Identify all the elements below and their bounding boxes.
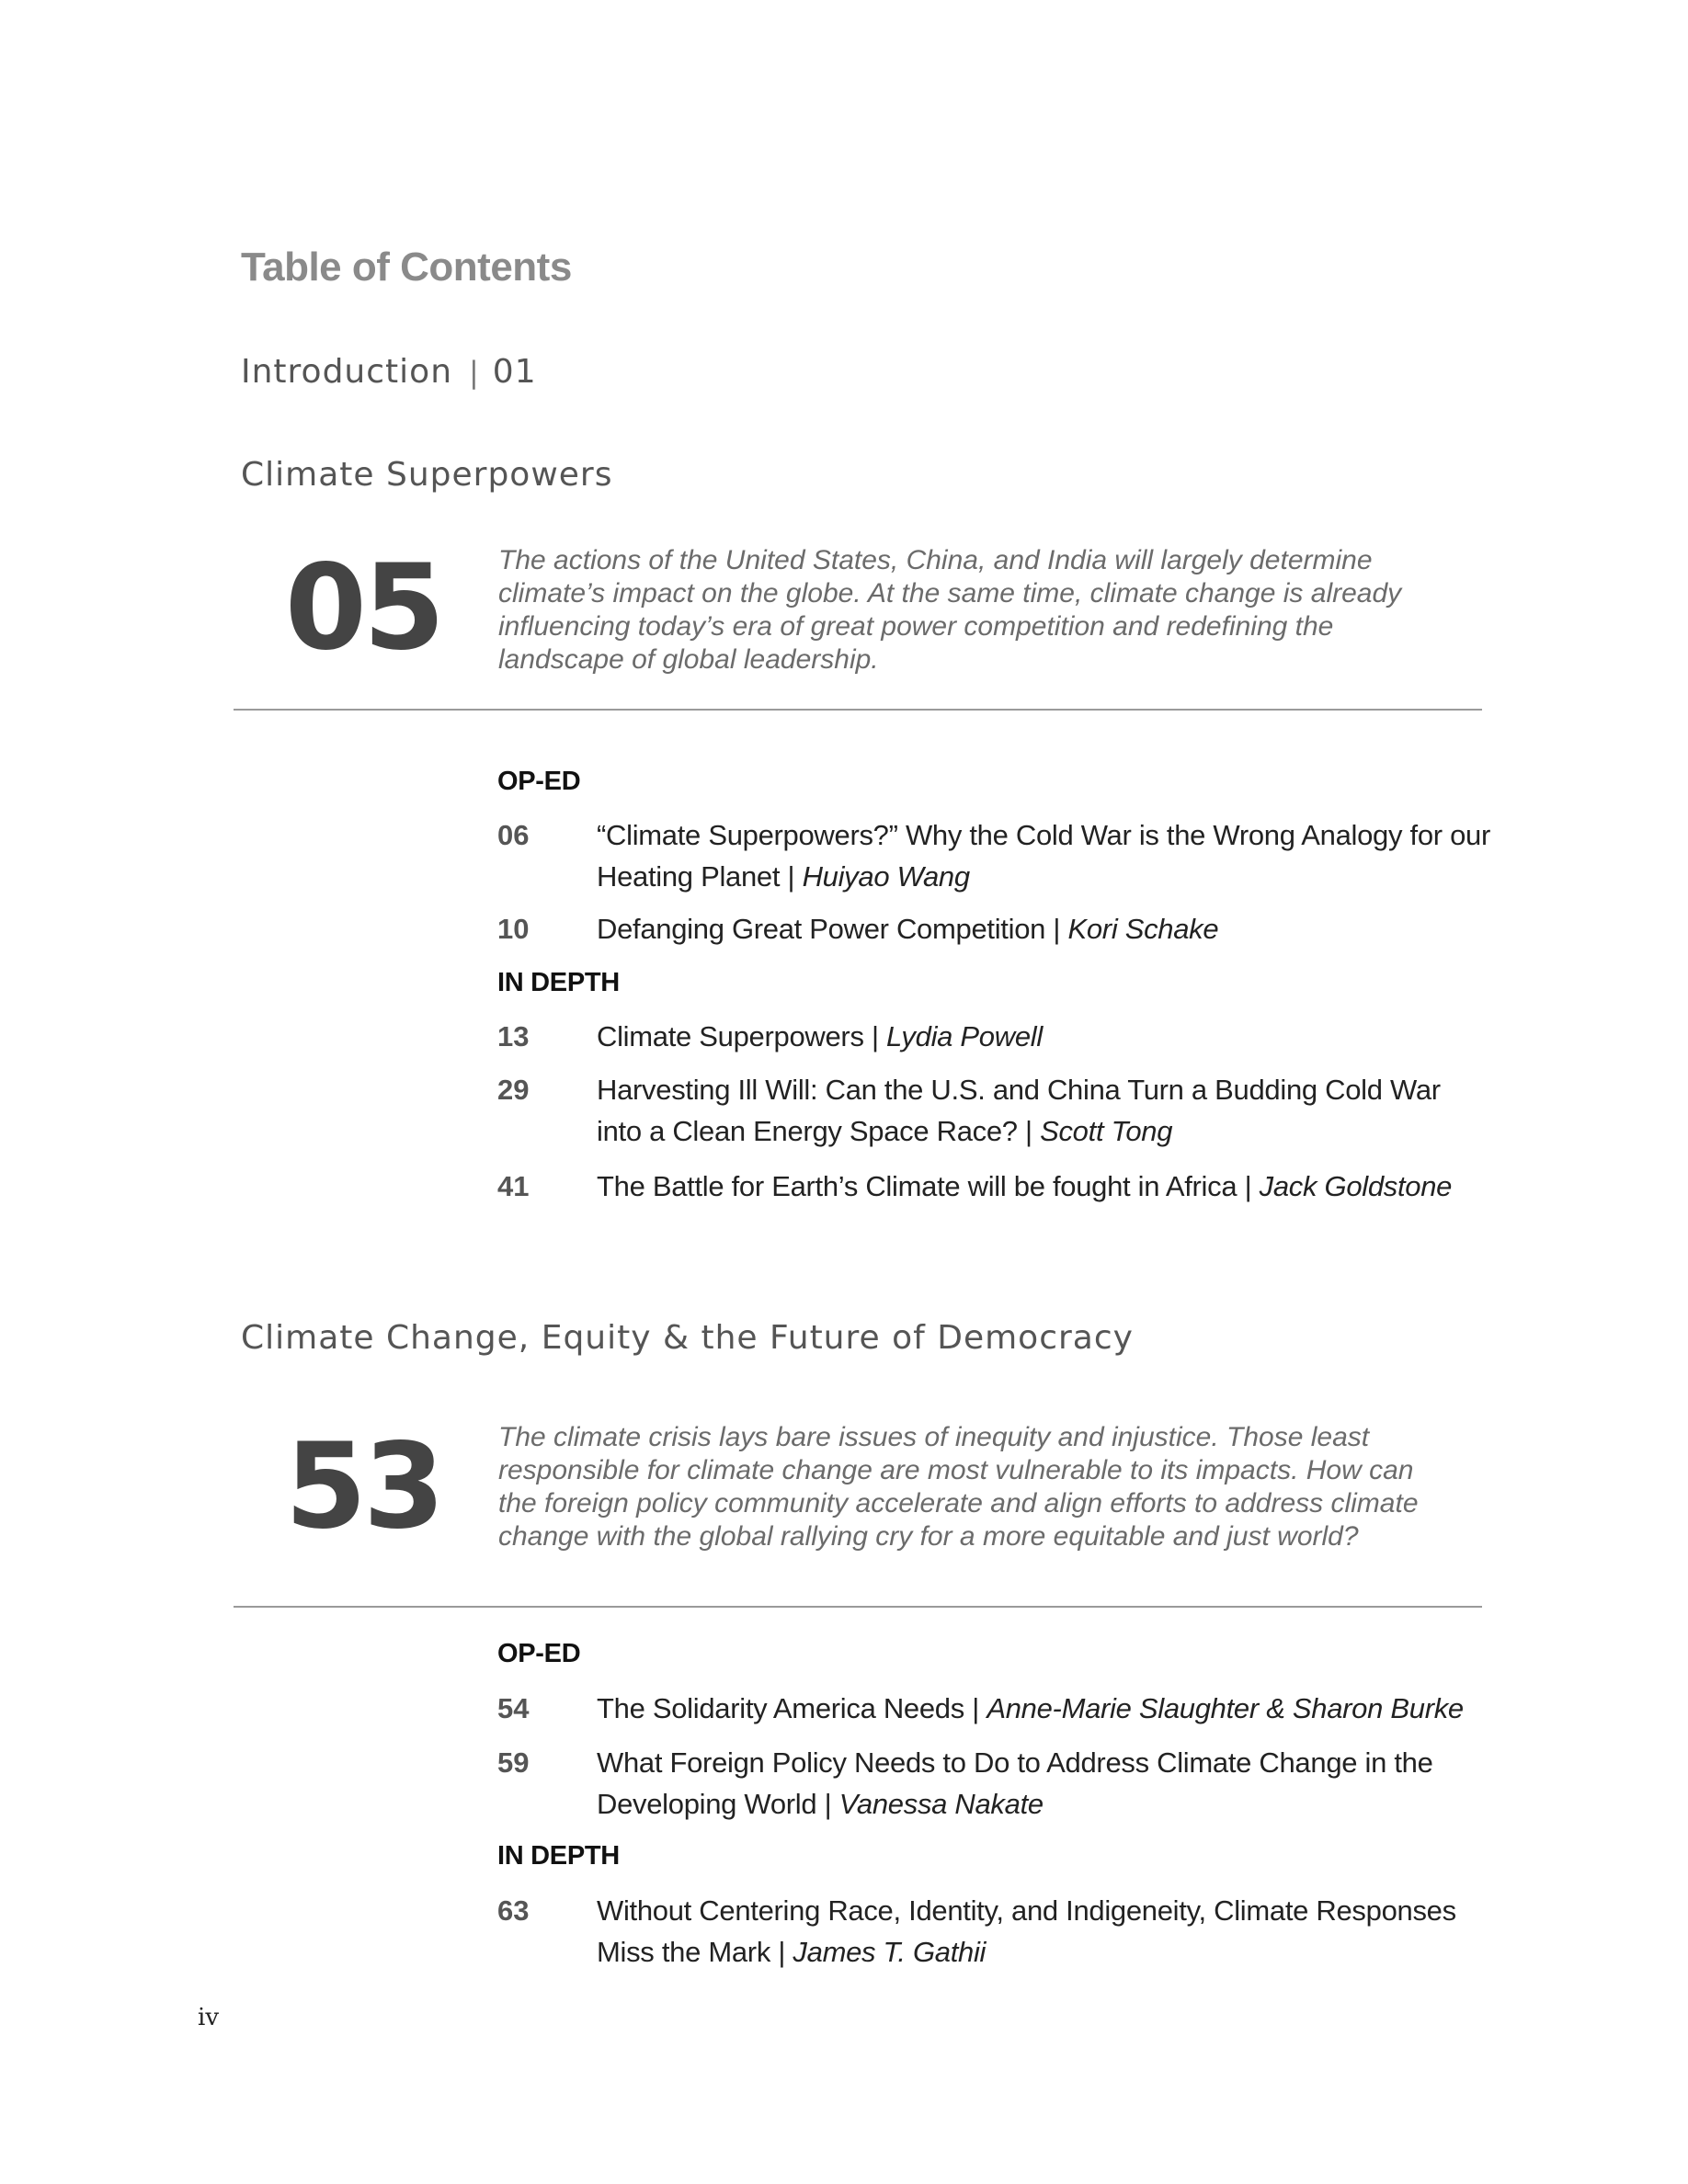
toc-entry[interactable] [497,908,1490,950]
entry-separator: | [780,860,803,893]
page-title: Table of Contents [241,245,572,290]
entry-title: Climate Superpowers [597,1020,864,1052]
entry-page: 41 [497,1170,530,1202]
introduction-page: 01 [492,353,537,391]
entry-title: The Solidarity America Needs [597,1692,964,1724]
entry-title: Without Centering Race, Identity, and Indigeneity, Climate Responses Miss the Mark [597,1894,1456,1968]
section-title-climate-equity: Climate Change, Equity & the Future of Democracy [241,1319,1134,1357]
entry-author: Huiyao Wang [802,860,970,893]
entry-author: Jack Goldstone [1259,1170,1453,1202]
toc-entry[interactable] [497,1016,1490,1057]
introduction-entry[interactable] [241,353,537,391]
entry-author: James T. Gathii [793,1936,987,1968]
toc-entry[interactable] [497,1069,1490,1152]
toc-entry[interactable] [497,1166,1490,1207]
category-heading-op-ed: OP-ED [497,767,581,796]
section-summary: The climate crisis lays bare issues of inequity and injustice. Those least responsible for climate change are most vulnerable to its impacts. How can the foreign policy community accelerate and align efforts to address climate change with the global rallying cry for a more equitable and just world? [498,1422,1419,1552]
entry-author: Lydia Powell [886,1020,1043,1052]
entry-separator: | [770,1936,793,1968]
entry-title: Defanging Great Power Competition [597,913,1046,945]
section-divider [234,1606,1482,1608]
introduction-separator: | [469,355,480,390]
entry-separator: | [816,1788,839,1820]
entry-author: Vanessa Nakate [838,1788,1044,1820]
entry-page: 10 [497,913,530,945]
entry-separator: | [1237,1170,1260,1202]
entry-page: 13 [497,1020,530,1052]
entry-page: 63 [497,1894,530,1927]
toc-entry[interactable] [497,1742,1490,1825]
section-page-number: 53 [284,1418,441,1555]
section-divider [234,709,1482,711]
entry-separator: | [1045,913,1068,945]
entry-author: Anne-Marie Slaughter & Sharon Burke [987,1692,1464,1724]
category-heading-op-ed: OP-ED [497,1639,581,1668]
entry-title: Harvesting Ill Will: Can the U.S. and China Turn a Budding Cold War into a Clean Energy Space Race? [597,1074,1441,1147]
entry-page: 06 [497,819,530,851]
introduction-label: Introduction [241,353,453,391]
entry-author: Kori Schake [1067,913,1219,945]
category-heading-in-depth: IN DEPTH [497,968,620,997]
category-heading-in-depth: IN DEPTH [497,1841,620,1871]
toc-entry[interactable] [497,1688,1490,1729]
entry-page: 59 [497,1746,530,1779]
entry-title: What Foreign Policy Needs to Do to Address Climate Change in the Developing World [597,1746,1433,1820]
entry-author: Scott Tong [1040,1115,1173,1147]
entry-title: The Battle for Earth’s Climate will be fought in Africa [597,1170,1237,1202]
entry-separator: | [863,1020,887,1052]
entry-page: 29 [497,1074,530,1106]
entry-separator: | [964,1692,987,1724]
entry-separator: | [1017,1115,1041,1147]
section-title-climate-superpowers: Climate Superpowers [241,456,613,494]
toc-entry[interactable] [497,1890,1490,1973]
entry-title: “Climate Superpowers?” Why the Cold War is the Wrong Analogy for our Heating Planet [597,819,1491,893]
section-summary: The actions of the United States, China, and India will largely determine climate’s impact on the globe. At the same time, climate change is already influencing today’s era of great power competition and redefining the landscape of global leadership. [498,545,1402,675]
section-page-number: 05 [284,540,441,677]
entry-page: 54 [497,1692,530,1724]
page-folio: iv [198,2004,220,2031]
toc-entry[interactable] [497,814,1490,897]
